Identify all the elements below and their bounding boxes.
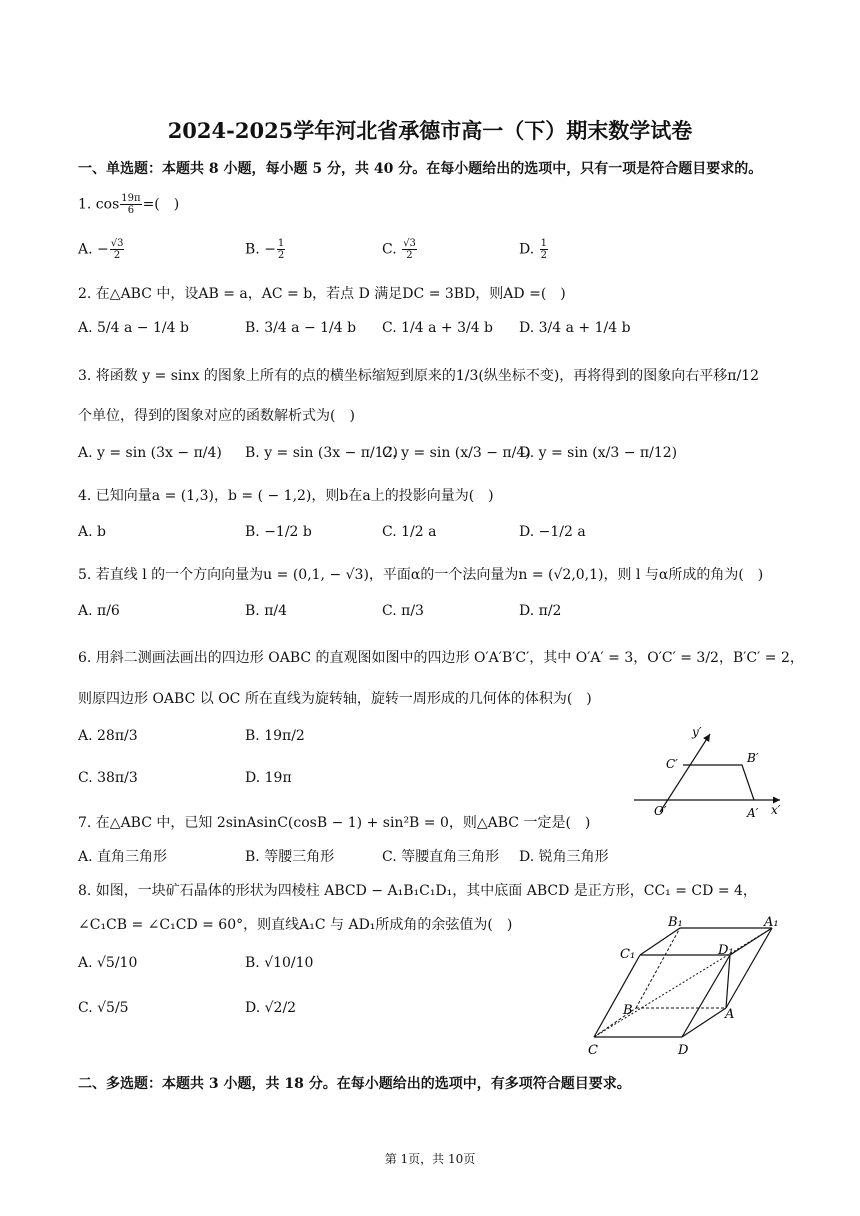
question-3-option-c[interactable]: C. y = sin (x/3 − π/4) — [382, 445, 531, 461]
question-3-option-a[interactable]: A. y = sin (3x − π/4) — [78, 445, 222, 461]
label-b1: B₁ — [668, 915, 683, 930]
question-6-stem-line2: 则原四边形 OABC 以 OC 所在直线为旋转轴，旋转一周形成的几何体的体积为( ) — [78, 691, 592, 707]
question-7-option-c[interactable]: C. 等腰直角三角形 — [382, 849, 500, 865]
question-4-stem: 4. 已知向量a = (1,3)，b = ( − 1,2)，则b在a上的投影向量为( ) — [78, 488, 494, 504]
question-2-stem: 2. 在△ABC 中，设AB = a，AC = b，若点 D 满足DC = 3BD，则AD =( ) — [78, 286, 566, 302]
question-4-option-b[interactable]: B. −1/2 b — [245, 524, 312, 540]
question-5-option-d[interactable]: D. π/2 — [519, 603, 562, 619]
question-3-stem-line2: 个单位，得到的图象对应的函数解析式为( ) — [78, 408, 355, 424]
label-a: A′ — [747, 806, 759, 820]
label-x: x′ — [771, 803, 781, 817]
page-footer: 第 1页，共 10页 — [384, 1152, 476, 1166]
question-3-option-d[interactable]: D. y = sin (x/3 − π/12) — [519, 445, 678, 461]
question-4-option-c[interactable]: C. 1/2 a — [382, 524, 437, 540]
label-d: D — [678, 1043, 689, 1058]
label-b: B′ — [747, 751, 759, 765]
question-5-option-c[interactable]: C. π/3 — [382, 603, 424, 619]
question-1-stem: 1. cos $\frac{19\pi}{6}$ =( ) — [78, 193, 180, 216]
question-6-option-a[interactable]: A. 28π/3 — [78, 728, 138, 744]
label-b: B — [623, 1003, 633, 1018]
question-7-option-a[interactable]: A. 直角三角形 — [78, 849, 168, 865]
question-1-option-b[interactable]: B. − $\frac{1}{2}$ — [245, 238, 285, 261]
question-1-option-a[interactable]: A. − $\frac{√3}{2}$ — [78, 238, 124, 261]
question-8-option-b[interactable]: B. √10/10 — [245, 955, 314, 971]
question-1-option-c[interactable]: C. $\frac{√3}{2}$ — [382, 238, 416, 261]
section-heading-single-choice: 一、单选题：本题共 8 小题，每小题 5 分，共 40 分。在每小题给出的选项中，只有一项是符合题目要求的。 — [78, 161, 763, 177]
page-title: 2024-2025学年河北省承德市高一（下）期末数学试卷 — [167, 118, 693, 143]
question-7-option-d[interactable]: D. 锐角三角形 — [519, 849, 609, 865]
question-8-stem-line1: 8. 如图，一块矿石晶体的形状为四棱柱 ABCD − A₁B₁C₁D₁，其中底面 ABCD 是正方形，CC₁ = CD = 4， — [78, 883, 757, 899]
label-y: y′ — [692, 725, 702, 739]
prism-figure — [580, 910, 790, 1060]
question-3-stem-line1: 3. 将函数 y = sinx 的图象上所有的点的横坐标缩短到原来的1/3(纵坐标不变)，再将得到的图象向右平移π/12 — [78, 368, 760, 384]
label-d1: D₁ — [718, 943, 734, 958]
question-8-stem-line2: ∠C₁CB = ∠C₁CD = 60°，则直线A₁C 与 AD₁所成角的余弦值为( ) — [78, 917, 513, 933]
label-c: C — [588, 1043, 598, 1058]
question-7-stem: 7. 在△ABC 中，已知 2sinAsinC(cosB − 1) + sin²B = 0，则△ABC 一定是( ) — [78, 815, 591, 831]
question-8-option-d[interactable]: D. √2/2 — [245, 1000, 297, 1016]
question-8-option-a[interactable]: A. √5/10 — [78, 955, 138, 971]
question-6-option-d[interactable]: D. 19π — [245, 770, 292, 786]
question-2-option-a[interactable]: A. 5/4 a − 1/4 b — [78, 320, 189, 336]
question-6-stem-line1: 6. 用斜二测画法画出的四边形 OABC 的直观图如图中的四边形 O′A′B′C′，其中 O′A′ = 3，O′C′ = 3/2，B′C′ = 2， — [78, 650, 804, 666]
question-4-option-a[interactable]: A. b — [78, 524, 106, 540]
question-5-stem: 5. 若直线 l 的一个方向向量为u = (0,1, − √3)，平面α的一个法向量为n = (√2,0,1)，则 l 与α所成的角为( ) — [78, 567, 764, 583]
question-7-option-b[interactable]: B. 等腰三角形 — [245, 849, 335, 865]
question-3-option-b[interactable]: B. y = sin (3x − π/12) — [245, 445, 398, 461]
question-2-option-c[interactable]: C. 1/4 a + 3/4 b — [382, 320, 494, 336]
fraction: $\frac{19\pi}{6}$ — [121, 193, 141, 216]
label-c1: C₁ — [620, 947, 636, 962]
label-a1: A₁ — [764, 915, 779, 930]
label-c: C′ — [666, 757, 678, 771]
question-6-option-c[interactable]: C. 38π/3 — [78, 770, 138, 786]
question-5-option-a[interactable]: A. π/6 — [78, 603, 120, 619]
question-1-option-d[interactable]: D. $\frac{1}{2}$ — [519, 238, 548, 261]
question-2-option-b[interactable]: B. 3/4 a − 1/4 b — [245, 320, 357, 336]
question-2-option-d[interactable]: D. 3/4 a + 1/4 b — [519, 320, 631, 336]
question-5-option-b[interactable]: B. π/4 — [245, 603, 288, 619]
question-6-option-b[interactable]: B. 19π/2 — [245, 728, 305, 744]
label-a: A — [725, 1007, 735, 1022]
question-4-option-d[interactable]: D. −1/2 a — [519, 524, 586, 540]
quadrilateral-edges — [683, 765, 754, 800]
oblique-drawing-figure — [630, 722, 790, 822]
section-heading-multi-choice: 二、多选题：本题共 3 小题，共 18 分。在每小题给出的选项中，有多项符合题目要求。 — [78, 1076, 631, 1092]
label-o: O′ — [654, 804, 667, 818]
question-8-option-c[interactable]: C. √5/5 — [78, 1000, 129, 1016]
